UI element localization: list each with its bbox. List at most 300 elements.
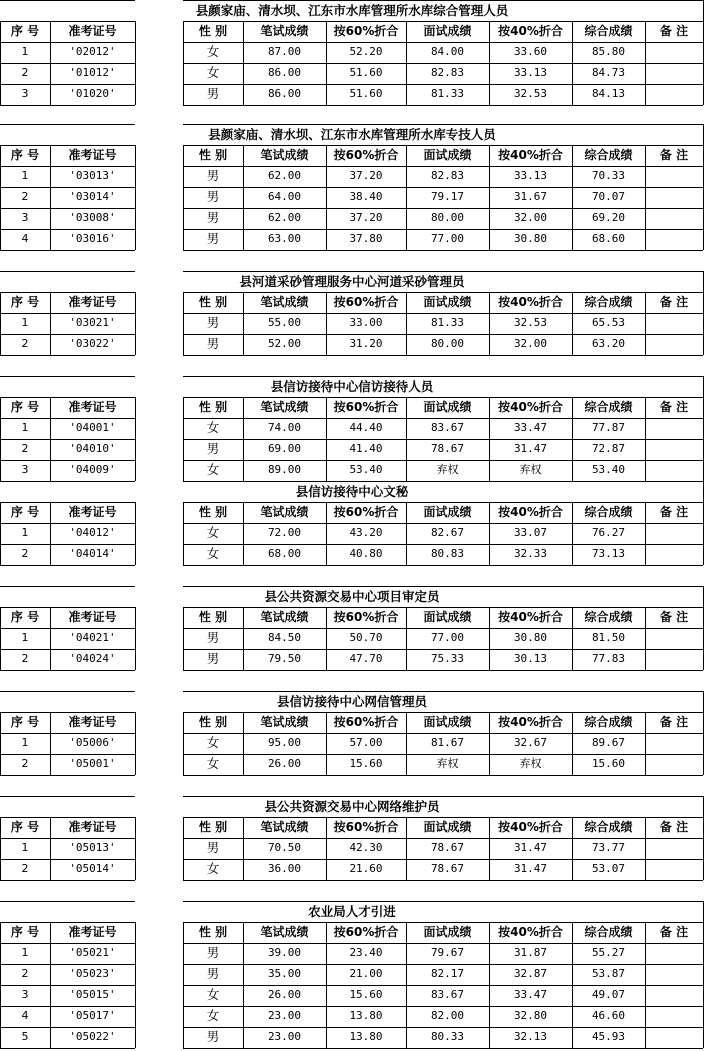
- cell-gender: 男: [206, 189, 220, 204]
- cell-exam_no: '05013': [69, 841, 116, 854]
- column-header-seq: 序 号: [10, 505, 40, 519]
- cell-exam_no: '03021': [69, 316, 116, 329]
- column-header-total: 综合成绩: [584, 148, 633, 162]
- cell-seq: 3: [21, 211, 29, 224]
- cell-interview: 82.67: [430, 526, 465, 539]
- cell-exam_no: '03016': [69, 232, 116, 245]
- column-header-written: 笔试成绩: [260, 148, 309, 162]
- column-header-interview: 面试成绩: [423, 295, 472, 309]
- column-header-interview40: 按40%折合: [498, 820, 563, 834]
- cell-seq: 2: [21, 442, 29, 455]
- cell-written: 52.00: [267, 337, 302, 350]
- cell-exam_no: '05006': [69, 736, 116, 749]
- cell-total: 84.13: [591, 87, 626, 100]
- cell-written: 69.00: [267, 442, 302, 455]
- cell-written60: 21.00: [349, 967, 383, 980]
- column-header-interview: 面试成绩: [423, 505, 472, 519]
- cell-remark: [645, 166, 703, 186]
- grid-hline: [183, 124, 703, 125]
- cell-interview40: 31.67: [513, 190, 548, 203]
- column-header-interview: 面试成绩: [423, 925, 472, 939]
- cell-interview40: 30.80: [513, 631, 548, 644]
- grid-hline: [0, 250, 135, 251]
- column-header-interview40: 按40%折合: [498, 295, 563, 309]
- cell-interview: 78.67: [430, 862, 465, 875]
- grid-hline: [183, 691, 703, 692]
- cell-exam_no: '05017': [69, 1009, 116, 1022]
- cell-interview40: 32.53: [513, 87, 548, 100]
- column-header-remark: 备 注: [659, 820, 689, 834]
- column-header-remark: 备 注: [659, 925, 689, 939]
- cell-interview: 80.00: [430, 337, 465, 350]
- grid-vline: [135, 922, 136, 1048]
- cell-interview40: 31.47: [513, 841, 548, 854]
- cell-interview40: 32.33: [513, 547, 548, 560]
- cell-total: 72.87: [591, 442, 626, 455]
- cell-gender: 女: [206, 462, 220, 477]
- cell-gender: 女: [206, 987, 220, 1002]
- cell-seq: 4: [21, 1009, 29, 1022]
- grid-hline: [183, 880, 703, 881]
- cell-total: 68.60: [591, 232, 626, 245]
- cell-written60: 47.70: [349, 652, 383, 665]
- cell-gender: 男: [206, 231, 220, 246]
- cell-written: 84.50: [267, 631, 302, 644]
- cell-written: 36.00: [267, 862, 302, 875]
- cell-remark: [645, 439, 703, 459]
- cell-gender: 女: [206, 756, 220, 771]
- column-header-written: 笔试成绩: [260, 610, 309, 624]
- cell-written: 68.00: [267, 547, 302, 560]
- column-header-seq: 序 号: [10, 820, 40, 834]
- cell-gender: 男: [206, 630, 220, 645]
- cell-exam_no: '04021': [69, 631, 116, 644]
- cell-written60: 51.60: [349, 87, 383, 100]
- grid-vline: [135, 292, 136, 355]
- cell-seq: 3: [21, 463, 29, 476]
- cell-interview40: 33.13: [513, 66, 548, 79]
- cell-seq: 2: [21, 547, 29, 560]
- cell-interview40: 33.07: [513, 526, 548, 539]
- cell-remark: [645, 208, 703, 228]
- cell-written60: 42.30: [349, 841, 383, 854]
- cell-total: 55.27: [591, 946, 626, 959]
- cell-interview40: 30.80: [513, 232, 548, 245]
- cell-written: 62.00: [267, 211, 302, 224]
- cell-total: 53.40: [591, 463, 626, 476]
- cell-gender: 男: [206, 86, 220, 101]
- cell-seq: 5: [21, 1030, 29, 1043]
- cell-remark: [645, 334, 703, 354]
- grid-hline: [0, 880, 135, 881]
- cell-exam_no: '05022': [69, 1030, 116, 1043]
- cell-written60: 31.20: [349, 337, 383, 350]
- grid-hline: [0, 691, 135, 692]
- section-title: 县信访接待中心文秘: [295, 484, 409, 499]
- cell-remark: [645, 985, 703, 1005]
- cell-interview40: 32.00: [513, 211, 548, 224]
- cell-written: 79.50: [267, 652, 302, 665]
- column-header-gender: 性 别: [198, 715, 228, 729]
- grid-hline: [183, 376, 703, 377]
- column-header-exam_no: 准考证号: [68, 505, 117, 519]
- cell-interview: 80.83: [430, 547, 465, 560]
- cell-written60: 57.00: [349, 736, 383, 749]
- column-header-total: 综合成绩: [584, 24, 633, 38]
- cell-interview40: 32.00: [513, 337, 548, 350]
- cell-seq: 2: [21, 66, 29, 79]
- cell-interview: 82.83: [430, 66, 465, 79]
- cell-interview: 78.67: [430, 841, 465, 854]
- section-title: 县颜家庙、清水坝、江东市水库管理所水库专技人员: [208, 127, 496, 142]
- column-header-gender: 性 别: [198, 148, 228, 162]
- cell-interview40: 31.87: [513, 946, 548, 959]
- grid-vline: [135, 145, 136, 250]
- column-header-written60: 按60%折合: [333, 610, 399, 624]
- cell-interview40: 31.47: [513, 862, 548, 875]
- cell-remark: [645, 187, 703, 207]
- column-header-exam_no: 准考证号: [68, 148, 117, 162]
- cell-remark: [645, 63, 703, 83]
- grid-hline: [183, 796, 703, 797]
- column-header-seq: 序 号: [10, 295, 40, 309]
- cell-exam_no: '01020': [69, 87, 116, 100]
- cell-written: 72.00: [267, 526, 302, 539]
- column-header-total: 综合成绩: [584, 295, 633, 309]
- cell-seq: 2: [21, 652, 29, 665]
- cell-written: 35.00: [267, 967, 302, 980]
- column-header-gender: 性 别: [198, 505, 228, 519]
- cell-interview40: 30.13: [513, 652, 548, 665]
- column-header-interview: 面试成绩: [423, 715, 472, 729]
- cell-interview40: 33.47: [513, 988, 548, 1001]
- cell-seq: 1: [21, 631, 29, 644]
- cell-total: 77.83: [591, 652, 626, 665]
- column-header-interview40: 按40%折合: [498, 925, 563, 939]
- column-header-written: 笔试成绩: [260, 925, 309, 939]
- cell-total: 84.73: [591, 66, 626, 79]
- column-header-interview: 面试成绩: [423, 24, 472, 38]
- cell-written60: 13.80: [349, 1030, 383, 1043]
- cell-seq: 2: [21, 757, 29, 770]
- grid-hline: [183, 565, 703, 566]
- cell-interview: 81.33: [430, 87, 465, 100]
- column-header-total: 综合成绩: [584, 820, 633, 834]
- cell-total: 53.07: [591, 862, 626, 875]
- cell-remark: [645, 42, 703, 62]
- cell-total: 49.07: [591, 988, 626, 1001]
- cell-remark: [645, 460, 703, 480]
- column-header-exam_no: 准考证号: [68, 925, 117, 939]
- cell-exam_no: '04024': [69, 652, 116, 665]
- cell-interview: 弃权: [436, 757, 459, 770]
- cell-remark: [645, 84, 703, 104]
- cell-total: 70.33: [591, 169, 626, 182]
- cell-exam_no: '04014': [69, 547, 116, 560]
- column-header-remark: 备 注: [659, 610, 689, 624]
- column-header-exam_no: 准考证号: [68, 610, 117, 624]
- grid-hline: [0, 565, 135, 566]
- cell-interview: 弃权: [436, 463, 459, 476]
- cell-seq: 3: [21, 988, 29, 1001]
- section-title: 农业局人才引进: [308, 904, 396, 919]
- column-header-seq: 序 号: [10, 24, 40, 38]
- cell-remark: [645, 523, 703, 543]
- cell-gender: 女: [206, 44, 220, 59]
- cell-interview: 77.00: [430, 232, 465, 245]
- cell-remark: [645, 229, 703, 249]
- grid-hline: [183, 250, 703, 251]
- cell-interview: 81.33: [430, 316, 465, 329]
- column-header-remark: 备 注: [659, 505, 689, 519]
- column-header-written60: 按60%折合: [333, 505, 399, 519]
- cell-written60: 44.40: [349, 421, 383, 434]
- column-header-remark: 备 注: [659, 715, 689, 729]
- cell-seq: 1: [21, 316, 29, 329]
- cell-written60: 21.60: [349, 862, 383, 875]
- cell-gender: 男: [206, 336, 220, 351]
- cell-remark: [645, 649, 703, 669]
- cell-total: 85.80: [591, 45, 626, 58]
- column-header-total: 综合成绩: [584, 400, 633, 414]
- cell-written60: 52.20: [349, 45, 383, 58]
- cell-written: 74.00: [267, 421, 302, 434]
- cell-seq: 1: [21, 169, 29, 182]
- cell-seq: 1: [21, 45, 29, 58]
- column-header-interview40: 按40%折合: [498, 505, 563, 519]
- cell-seq: 1: [21, 736, 29, 749]
- grid-hline: [183, 355, 703, 356]
- cell-interview40: 弃权: [519, 463, 542, 476]
- column-header-seq: 序 号: [10, 400, 40, 414]
- cell-gender: 女: [206, 65, 220, 80]
- cell-interview: 82.83: [430, 169, 465, 182]
- cell-remark: [645, 544, 703, 564]
- cell-seq: 3: [21, 87, 29, 100]
- cell-interview: 79.67: [430, 946, 465, 959]
- cell-exam_no: '04012': [69, 526, 116, 539]
- cell-seq: 2: [21, 337, 29, 350]
- column-header-exam_no: 准考证号: [68, 24, 117, 38]
- cell-gender: 男: [206, 651, 220, 666]
- cell-interview: 75.33: [430, 652, 465, 665]
- column-header-interview40: 按40%折合: [498, 400, 563, 414]
- cell-exam_no: '05021': [69, 946, 116, 959]
- cell-interview: 82.17: [430, 967, 465, 980]
- grid-hline: [183, 901, 703, 902]
- cell-remark: [645, 313, 703, 333]
- cell-interview: 83.67: [430, 421, 465, 434]
- cell-seq: 2: [21, 862, 29, 875]
- column-header-seq: 序 号: [10, 148, 40, 162]
- column-header-total: 综合成绩: [584, 925, 633, 939]
- column-header-exam_no: 准考证号: [68, 400, 117, 414]
- column-header-written60: 按60%折合: [333, 148, 399, 162]
- cell-written: 23.00: [267, 1009, 302, 1022]
- cell-seq: 4: [21, 232, 29, 245]
- cell-written60: 53.40: [349, 463, 383, 476]
- cell-remark: [645, 859, 703, 879]
- cell-written60: 38.40: [349, 190, 383, 203]
- cell-interview: 79.17: [430, 190, 465, 203]
- column-header-exam_no: 准考证号: [68, 820, 117, 834]
- column-header-remark: 备 注: [659, 295, 689, 309]
- grid-hline: [183, 586, 703, 587]
- column-header-written60: 按60%折合: [333, 24, 399, 38]
- cell-remark: [645, 754, 703, 774]
- cell-written60: 43.20: [349, 526, 383, 539]
- cell-seq: 1: [21, 526, 29, 539]
- column-header-interview40: 按40%折合: [498, 715, 563, 729]
- cell-gender: 男: [206, 945, 220, 960]
- cell-written60: 41.40: [349, 442, 383, 455]
- cell-remark: [645, 943, 703, 963]
- cell-written: 62.00: [267, 169, 302, 182]
- cell-written: 23.00: [267, 1030, 302, 1043]
- cell-interview: 82.00: [430, 1009, 465, 1022]
- column-header-remark: 备 注: [659, 400, 689, 414]
- grid-hline: [0, 775, 135, 776]
- grid-hline: [0, 481, 135, 482]
- cell-total: 45.93: [591, 1030, 626, 1043]
- column-header-remark: 备 注: [659, 24, 689, 38]
- cell-written60: 51.60: [349, 66, 383, 79]
- cell-written60: 15.60: [349, 988, 383, 1001]
- column-header-gender: 性 别: [198, 610, 228, 624]
- cell-seq: 1: [21, 946, 29, 959]
- cell-written: 26.00: [267, 988, 302, 1001]
- cell-interview40: 弃权: [519, 757, 542, 770]
- cell-interview: 81.67: [430, 736, 465, 749]
- cell-total: 46.60: [591, 1009, 626, 1022]
- cell-gender: 女: [206, 1008, 220, 1023]
- section-title: 县颜家庙、清水坝、江东市水库管理所水库综合管理人员: [195, 3, 509, 18]
- cell-written: 87.00: [267, 45, 302, 58]
- cell-total: 73.77: [591, 841, 626, 854]
- cell-remark: [645, 628, 703, 648]
- cell-written60: 15.60: [349, 757, 383, 770]
- cell-total: 15.60: [591, 757, 626, 770]
- section-title: 县公共资源交易中心网络维护员: [264, 799, 440, 814]
- grid-vline: [135, 817, 136, 880]
- grid-hline: [0, 1048, 135, 1049]
- cell-interview40: 31.47: [513, 442, 548, 455]
- cell-written: 86.00: [267, 87, 302, 100]
- grid-hline: [0, 124, 135, 125]
- cell-interview: 80.33: [430, 1030, 465, 1043]
- cell-gender: 男: [206, 441, 220, 456]
- grid-hline: [0, 670, 135, 671]
- cell-gender: 男: [206, 840, 220, 855]
- grid-hline: [183, 1048, 703, 1049]
- cell-written: 26.00: [267, 757, 302, 770]
- cell-written: 95.00: [267, 736, 302, 749]
- cell-remark: [645, 964, 703, 984]
- section-title: 县信访接待中心信访接待人员: [270, 379, 434, 394]
- cell-written: 39.00: [267, 946, 302, 959]
- grid-hline: [0, 0, 135, 1]
- grid-hline: [183, 481, 703, 482]
- grid-hline: [183, 775, 703, 776]
- column-header-remark: 备 注: [659, 148, 689, 162]
- cell-total: 81.50: [591, 631, 626, 644]
- grid-hline: [0, 355, 135, 356]
- column-header-written: 笔试成绩: [260, 820, 309, 834]
- column-header-written: 笔试成绩: [260, 715, 309, 729]
- cell-exam_no: '02012': [69, 45, 116, 58]
- cell-exam_no: '05023': [69, 967, 116, 980]
- cell-exam_no: '04009': [69, 463, 116, 476]
- column-header-written60: 按60%折合: [333, 295, 399, 309]
- grid-hline: [0, 376, 135, 377]
- cell-written60: 37.20: [349, 211, 383, 224]
- grid-hline: [183, 0, 703, 1]
- cell-remark: [645, 733, 703, 753]
- cell-written: 64.00: [267, 190, 302, 203]
- column-header-gender: 性 别: [198, 820, 228, 834]
- cell-seq: 2: [21, 190, 29, 203]
- cell-written60: 37.80: [349, 232, 383, 245]
- cell-exam_no: '05015': [69, 988, 116, 1001]
- cell-interview40: 33.47: [513, 421, 548, 434]
- cell-gender: 男: [206, 315, 220, 330]
- cell-total: 77.87: [591, 421, 626, 434]
- cell-exam_no: '03014': [69, 190, 116, 203]
- grid-hline: [0, 105, 135, 106]
- column-header-interview40: 按40%折合: [498, 610, 563, 624]
- cell-total: 69.20: [591, 211, 626, 224]
- column-header-written: 笔试成绩: [260, 24, 309, 38]
- cell-exam_no: '01012': [69, 66, 116, 79]
- cell-interview40: 32.53: [513, 316, 548, 329]
- cell-interview40: 32.67: [513, 736, 548, 749]
- column-header-written60: 按60%折合: [333, 715, 399, 729]
- section-title: 县公共资源交易中心项目审定员: [264, 589, 440, 604]
- column-header-gender: 性 别: [198, 24, 228, 38]
- column-header-interview: 面试成绩: [423, 820, 472, 834]
- grid-vline: [135, 397, 136, 481]
- grid-hline: [183, 670, 703, 671]
- grid-vline: [135, 21, 136, 105]
- cell-interview: 84.00: [430, 45, 465, 58]
- cell-total: 73.13: [591, 547, 626, 560]
- column-header-interview: 面试成绩: [423, 610, 472, 624]
- column-header-exam_no: 准考证号: [68, 295, 117, 309]
- column-header-interview: 面试成绩: [423, 148, 472, 162]
- cell-gender: 男: [206, 1029, 220, 1044]
- cell-total: 53.87: [591, 967, 626, 980]
- cell-interview40: 33.13: [513, 169, 548, 182]
- cell-total: 65.53: [591, 316, 626, 329]
- cell-written60: 40.80: [349, 547, 383, 560]
- column-header-written60: 按60%折合: [333, 820, 399, 834]
- grid-vline: [135, 502, 136, 565]
- column-header-written: 笔试成绩: [260, 400, 309, 414]
- grid-hline: [0, 901, 135, 902]
- grid-hline: [0, 271, 135, 272]
- cell-written60: 13.80: [349, 1009, 383, 1022]
- column-header-total: 综合成绩: [584, 715, 633, 729]
- cell-written: 55.00: [267, 316, 302, 329]
- cell-total: 70.07: [591, 190, 626, 203]
- grid-hline: [0, 586, 135, 587]
- cell-remark: [645, 1027, 703, 1047]
- cell-written60: 50.70: [349, 631, 383, 644]
- cell-gender: 女: [206, 735, 220, 750]
- grid-hline: [183, 105, 703, 106]
- column-header-interview40: 按40%折合: [498, 24, 563, 38]
- cell-interview40: 33.60: [513, 45, 548, 58]
